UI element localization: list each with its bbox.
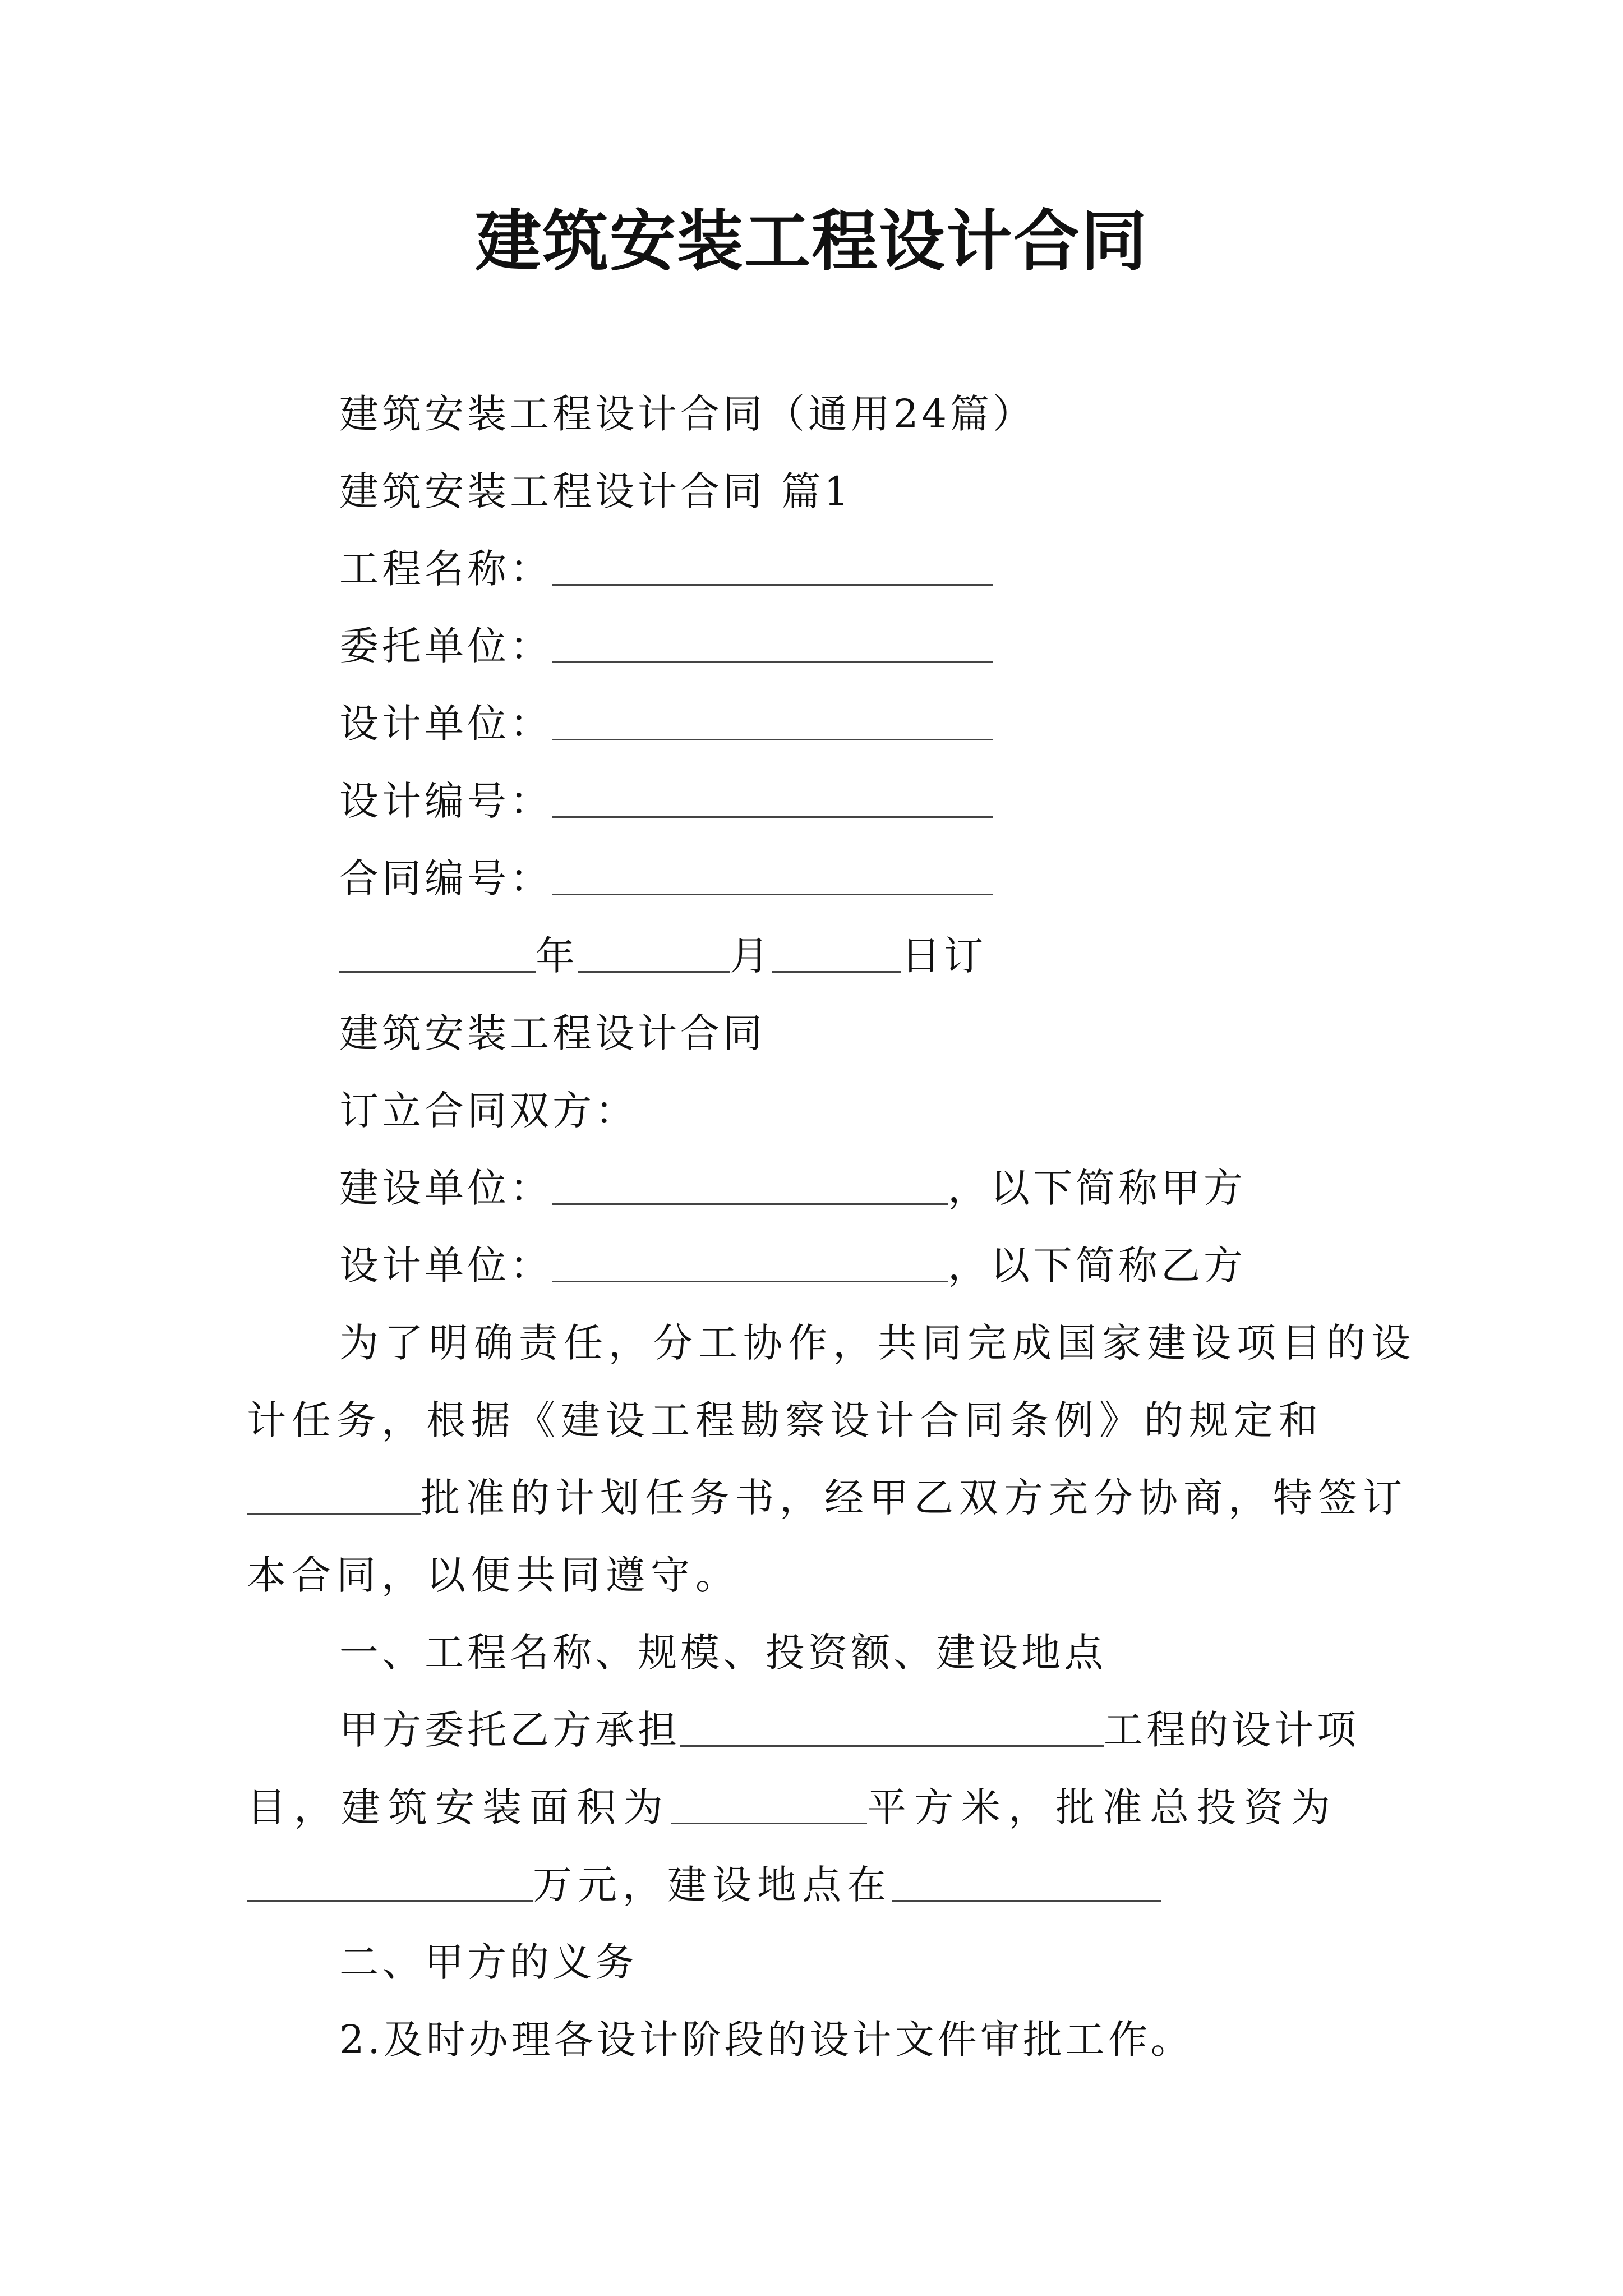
section1-line-1a: 甲方委托乙方承担 [339, 1707, 680, 1753]
preamble-line-3-text: 批准的计划任务书，经甲乙双方充分协商，特签订 [421, 1475, 1408, 1521]
blank-line [247, 1861, 533, 1902]
blank-line [578, 932, 730, 973]
section1-line-2b: 平方米，批准总投资为 [867, 1784, 1338, 1830]
section1-line-3 [247, 1858, 1391, 1912]
field-label: 工程名称： [339, 546, 552, 592]
field-label: 设计编号： [339, 778, 552, 824]
field-label: 合同编号： [339, 855, 552, 901]
field-label: 委托单位： [339, 623, 552, 669]
party-b-label: 设计单位： [339, 1243, 552, 1289]
section2-item-2: 2.及时办理各设计阶段的设计文件审批工作。 [339, 2017, 1193, 2063]
section1-line-2a: 目，建筑安装面积为 [247, 1784, 671, 1830]
section1-line-1b: 工程的设计项 [1104, 1707, 1359, 1753]
blank-line [772, 932, 901, 973]
date-month: 月 [730, 933, 772, 979]
party-b-suffix: ，以下简称乙方 [948, 1243, 1246, 1289]
blank-line [552, 622, 993, 663]
field-project-name [339, 542, 993, 596]
date-line [339, 929, 986, 983]
party-a-label: 建设单位： [339, 1165, 552, 1211]
parties-label: 订立合同双方： [339, 1088, 638, 1134]
preamble-line-4: 本合同，以便共同遵守。 [247, 1552, 740, 1598]
contract-title: 建筑安装工程设计合同 [339, 1010, 766, 1056]
subtitle: 建筑安装工程设计合同（通用24篇） [339, 391, 1036, 437]
blank-line [339, 932, 536, 973]
document-title: 建筑安装工程设计合同 [474, 202, 1148, 280]
blank-line [552, 854, 993, 895]
section-heading: 建筑安装工程设计合同 篇1 [339, 468, 852, 514]
party-b-line [339, 1239, 1246, 1292]
field-label: 设计单位： [339, 701, 552, 747]
blank-line [892, 1861, 1161, 1902]
section1-heading: 一、工程名称、规模、投资额、建设地点 [339, 1630, 1106, 1676]
blank-line [680, 1706, 1104, 1747]
blank-line [552, 545, 993, 586]
field-design-unit [339, 697, 993, 751]
field-client-unit [339, 619, 993, 673]
blank-line [552, 1164, 948, 1205]
field-design-number [339, 774, 993, 828]
preamble-line-1: 为了明确责任，分工协作，共同完成国家建设项目的设 [339, 1320, 1416, 1366]
blank-line [552, 1241, 948, 1282]
blank-line [552, 777, 993, 818]
date-day: 日订 [901, 933, 986, 979]
party-a-suffix: ，以下简称甲方 [948, 1165, 1246, 1211]
preamble-line-3 [247, 1471, 1408, 1525]
section1-line-3a: 万元，建设地点在 [533, 1862, 892, 1908]
section1-line-1 [339, 1703, 1359, 1757]
party-a-line [339, 1161, 1246, 1215]
blank-line [671, 1783, 867, 1824]
date-year: 年 [536, 933, 578, 979]
section2-heading: 二、甲方的义务 [339, 1939, 638, 1985]
blank-line [247, 1474, 421, 1515]
section1-line-2 [247, 1780, 1391, 1834]
field-contract-number [339, 852, 993, 905]
blank-line [552, 700, 993, 740]
preamble-line-2: 计任务，根据《建设工程勘察设计合同条例》的规定和 [247, 1397, 1324, 1443]
